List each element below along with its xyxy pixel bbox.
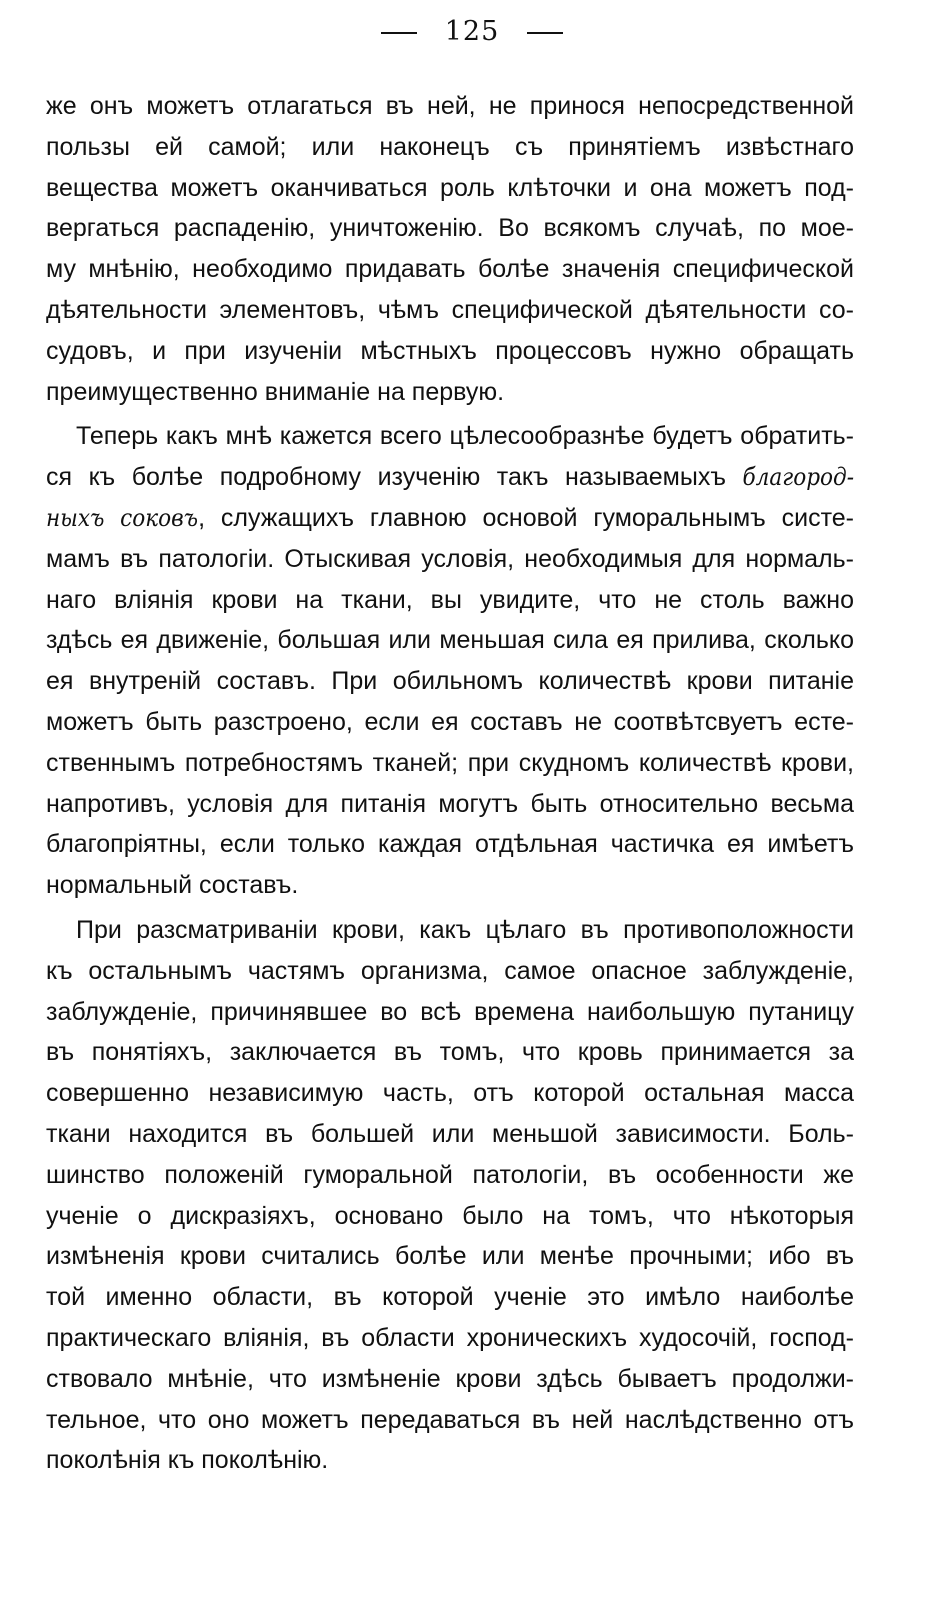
text-line: ученіе о дискразіяхъ, основано было на томъ, что нѣкоторыя	[46, 1201, 854, 1230]
text-line: практическаго вліянія, въ области хроническихъ худосочій, господ-	[46, 1323, 854, 1352]
text-line: ственнымъ потребностямъ тканей; при скудномъ количествѣ крови,	[46, 748, 854, 777]
text-line: ткани находится въ большей или меньшой зависимости. Боль-	[46, 1119, 854, 1148]
text-line: преимущественно вниманіе на первую.	[46, 377, 505, 406]
text-line: дѣятельности элементовъ, чѣмъ специфической дѣятельности со-	[46, 295, 854, 324]
text-line: мамъ въ патологіи. Отыскивая условія, необходимыя для нормаль-	[46, 544, 854, 573]
text-line-with-italic	[46, 457, 854, 498]
text-line: же онъ можетъ отлагаться въ ней, не принося непосредственной	[46, 92, 854, 120]
paragraph-3	[46, 910, 854, 1481]
header-dash-right	[527, 32, 563, 34]
text-line: При разсматриваніи крови, какъ цѣлаго въ противоположности	[76, 915, 854, 944]
body-text	[46, 86, 854, 1481]
text-line: ея внутреній составъ. При обильномъ количествѣ крови питаніе	[46, 667, 854, 696]
text-line: измѣненія крови считались болѣе или менѣе прочными; ибо въ	[46, 1242, 854, 1271]
text-line: совершенно независимую часть, отъ которой остальная масса	[46, 1079, 854, 1108]
page-header	[0, 12, 944, 52]
italic-term: ныхъ соковъ	[46, 503, 199, 532]
text-line: въ понятіяхъ, заключается въ томъ, что кровь принимается за	[46, 1038, 854, 1067]
paragraph-1	[46, 86, 854, 412]
text-line: судовъ, и при изученіи мѣстныхъ процессовъ нужно обращать	[46, 336, 854, 365]
text-fragment: ся къ болѣе подробному изученію такъ называемыхъ	[46, 463, 743, 492]
text-line: тельное, что оно можетъ передаваться въ ней наслѣдственно отъ	[46, 1405, 854, 1434]
text-line: Теперь какъ мнѣ кажется всего цѣлесообразнѣе будетъ обратить-	[76, 422, 854, 451]
text-fragment: , служащихъ главною основой гуморальнымъ систе-	[198, 503, 854, 532]
text-line-with-italic	[46, 498, 854, 539]
paragraph-2	[46, 416, 854, 906]
text-line: шинство положеній гуморальной патологіи, въ особенности же	[46, 1160, 854, 1189]
text-line: здѣсь ея движеніе, большая или меньшая сила ея прилива, сколько	[46, 626, 854, 655]
text-line: поколѣнія къ поколѣнію.	[46, 1446, 329, 1475]
text-line: заблужденіе, причинявшее во всѣ времена наибольшую путаницу	[46, 997, 854, 1026]
text-line: можетъ быть разстроено, если ея составъ не соотвѣтсвуетъ есте-	[46, 707, 854, 736]
text-line: къ остальнымъ частямъ организма, самое опасное заблужденіе,	[46, 956, 854, 985]
text-line: наго вліянія крови на ткани, вы увидите, что не столь важно	[46, 585, 854, 614]
text-line: пользы ей самой; или наконецъ съ принятіемъ извѣстнаго	[46, 132, 854, 161]
header-dash-left	[381, 32, 417, 34]
text-line: благопріятны, если только каждая отдѣльная частичка ея имѣетъ	[46, 830, 854, 859]
text-line: вещества можетъ оканчиваться роль клѣточки и она можетъ под-	[46, 173, 854, 202]
text-line: нормальный составъ.	[46, 871, 299, 900]
text-line: напротивъ, условія для питанія могутъ быть относительно весьма	[46, 789, 854, 818]
text-line: му мнѣнію, необходимо придавать болѣе значенія специфической	[46, 255, 854, 284]
text-line: той именно области, въ которой ученіе это имѣло наиболѣе	[46, 1283, 854, 1312]
page-number: 125	[444, 16, 500, 47]
text-line: вергаться распаденію, уничтоженію. Во всякомъ случаѣ, по мое-	[46, 214, 854, 243]
italic-term: благород-	[742, 463, 854, 492]
text-line: ствовало мнѣніе, что измѣненіе крови здѣсь бываетъ продолжи-	[46, 1364, 854, 1393]
